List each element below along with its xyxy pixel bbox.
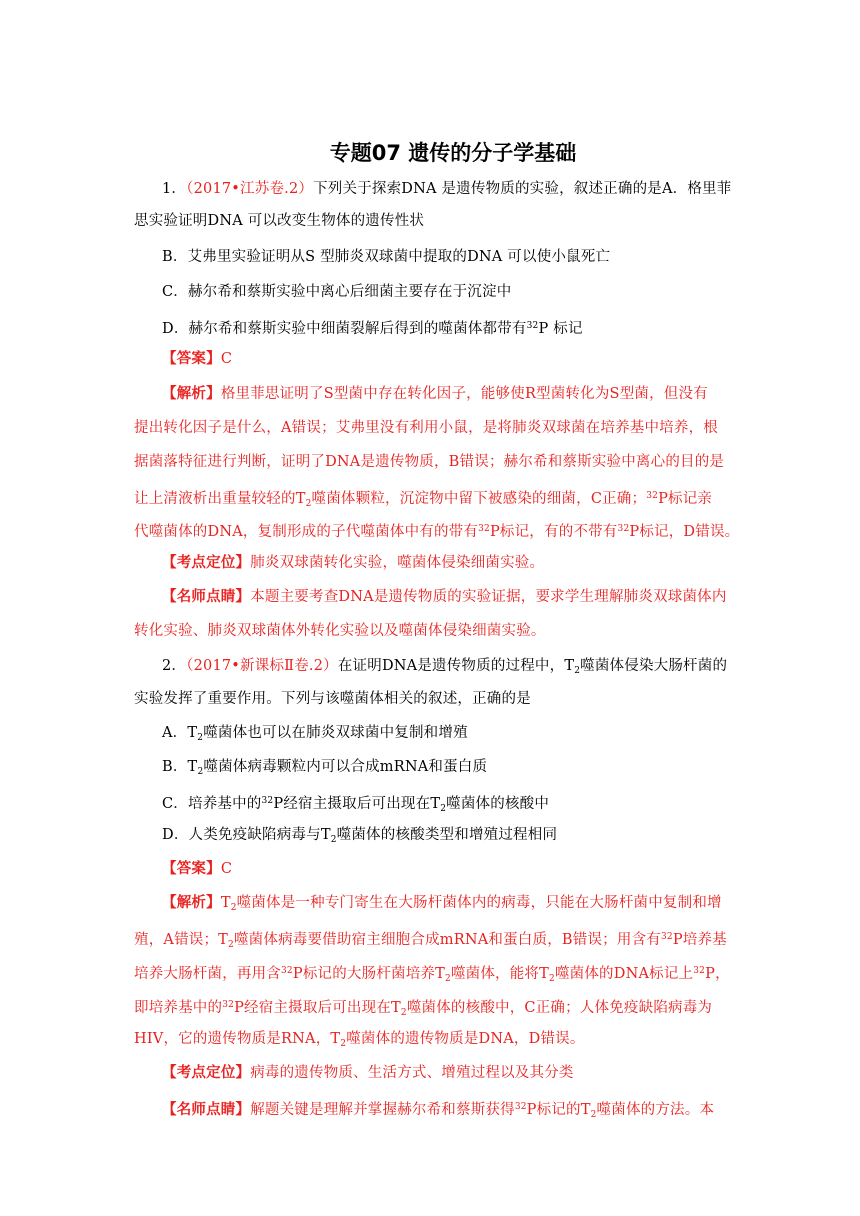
subscript: 2 bbox=[549, 974, 555, 984]
text-run: P标记亲 bbox=[658, 491, 713, 507]
q1-option-d-text-end: P 标记 bbox=[538, 321, 583, 337]
subscript: 2 bbox=[197, 767, 204, 777]
q1-tip-line-1 bbox=[162, 588, 762, 606]
q1-analysis-line-1 bbox=[162, 385, 762, 403]
text-run: 噬菌体的核酸中 bbox=[446, 796, 550, 812]
text-run: 噬菌体病毒颗粒内可以合成mRNA和蛋白质 bbox=[203, 759, 488, 775]
subscript: 2 bbox=[305, 499, 312, 509]
text-run: D．人类免疫缺陷病毒与T bbox=[162, 827, 331, 843]
subscript: 2 bbox=[228, 940, 234, 950]
q1-stem-text: 下列关于探索DNA 是遗传物质的实验，叙述正确的是A．格里菲 bbox=[313, 181, 732, 197]
text-run: A．T bbox=[162, 725, 198, 741]
text-run: 殖，A错误；T bbox=[134, 932, 229, 948]
text-run: 噬菌体也可以在肺炎双球菌中复制和增殖 bbox=[203, 725, 468, 741]
q2-analysis-line-2 bbox=[134, 928, 734, 954]
text-run: 在证明DNA是遗传物质的过程中，T bbox=[337, 658, 575, 674]
superscript: 32 bbox=[617, 524, 630, 534]
text-run: 即培养基中的 bbox=[134, 1000, 223, 1016]
subscript: 2 bbox=[197, 733, 204, 743]
text-run: P培养基 bbox=[672, 932, 727, 948]
q2-option-d bbox=[162, 826, 762, 849]
text-run: C．培养基中的 bbox=[162, 796, 262, 812]
superscript: 32 bbox=[222, 1000, 235, 1010]
superscript: 32 bbox=[281, 966, 293, 976]
text-run: P标记，D错误。 bbox=[629, 524, 740, 540]
q1-option-d-sup: 32 bbox=[526, 321, 539, 331]
text-run: 噬菌体的核酸类型和增殖过程相同 bbox=[336, 827, 558, 843]
q2-analysis-line-4 bbox=[134, 996, 734, 1022]
text-run: P标记的T bbox=[526, 1102, 591, 1118]
subscript: 2 bbox=[574, 666, 581, 676]
q2-analysis-tag: 【解析】 bbox=[162, 894, 221, 911]
subscript: 2 bbox=[440, 804, 447, 814]
text-run: 噬菌体病毒要借助宿主细胞合成mRNA和蛋白质，B错误；用含有 bbox=[233, 932, 661, 948]
text-run: 噬菌体侵染大肠杆菌的 bbox=[580, 658, 728, 674]
q1-key-point-text: 肺炎双球菌转化实验，噬菌体侵染细菌实验。 bbox=[250, 555, 545, 571]
text-run: 噬菌体，能将T bbox=[450, 966, 550, 982]
text-run: 噬菌体是一种专门寄生在大肠杆菌体内的病毒，只能在大肠杆菌中复制和增 bbox=[236, 895, 722, 911]
text-run: B．T bbox=[162, 759, 198, 775]
q2-answer bbox=[162, 860, 762, 878]
q2-stem-line-2: 实验发挥了重要作用。下列与该噬菌体相关的叙述，正确的是 bbox=[134, 691, 531, 707]
q1-analysis-tag: 【解析】 bbox=[162, 385, 221, 402]
q1-stem-line-2: 思实验证明DNA 可以改变生物体的遗传性状 bbox=[134, 213, 425, 229]
q1-option-b: B．艾弗里实验证明从S 型肺炎双球菌中提取的DNA 可以使小鼠死亡 bbox=[162, 249, 611, 265]
q2-option-b bbox=[162, 758, 762, 781]
text-run: 噬菌体颗粒，沉淀物中留下被感染的细菌，C正确； bbox=[311, 491, 647, 507]
q2-source: （2017•新课标Ⅱ卷.2） bbox=[186, 658, 338, 674]
text-run: 噬菌体的遗传物质是DNA，D错误。 bbox=[346, 1031, 585, 1047]
q1-answer bbox=[162, 350, 762, 368]
subscript: 2 bbox=[340, 1039, 347, 1049]
q2-tip-line-1 bbox=[162, 1098, 762, 1124]
text-run: 噬菌体的DNA标记上 bbox=[554, 966, 694, 982]
q2-analysis-line-1 bbox=[162, 894, 762, 917]
q2-option-c bbox=[162, 792, 762, 818]
q1-number: 1． bbox=[162, 181, 187, 197]
q1-answer-value: C bbox=[220, 351, 233, 367]
text-run: P， bbox=[705, 966, 730, 982]
q1-key-point bbox=[162, 554, 762, 572]
q2-stem-line-1 bbox=[162, 657, 762, 680]
text-run: 噬菌体的方法。本 bbox=[596, 1102, 715, 1118]
q1-analysis-line-5 bbox=[134, 520, 740, 541]
q1-option-d bbox=[162, 317, 762, 338]
q2-answer-value: C bbox=[220, 861, 233, 877]
superscript: 32 bbox=[261, 796, 274, 806]
q2-key-point-text: 病毒的遗传物质、生活方式、增殖过程以及其分类 bbox=[250, 1065, 574, 1081]
superscript: 32 bbox=[693, 966, 706, 976]
q2-analysis-line-3 bbox=[134, 962, 734, 988]
q1-source: （2017•江苏卷.2） bbox=[186, 181, 314, 197]
q2-number: 2． bbox=[162, 658, 187, 674]
q2-analysis-line-5 bbox=[134, 1030, 734, 1053]
q1-tip-tag: 【名师点睛】 bbox=[162, 588, 251, 605]
q1-tip-text: 本题主要考查DNA是遗传物质的实验证据，要求学生理解肺炎双球菌体内 bbox=[250, 589, 727, 605]
q2-key-point bbox=[162, 1064, 762, 1082]
text-run: P标记，有的不带有 bbox=[489, 524, 618, 540]
text-run: 噬菌体的核酸中，C正确；人体免疫缺陷病毒为 bbox=[406, 1000, 713, 1016]
q1-key-point-tag: 【考点定位】 bbox=[162, 554, 251, 571]
subscript: 2 bbox=[590, 1110, 597, 1120]
text-run: HIV，它的遗传物质是RNA，T bbox=[134, 1031, 341, 1047]
subscript: 2 bbox=[400, 1008, 407, 1018]
text-run: P经宿主摄取后可出现在T bbox=[273, 796, 441, 812]
subscript: 2 bbox=[230, 903, 237, 913]
q2-tip-tag: 【名师点睛】 bbox=[162, 1101, 251, 1118]
q2-option-a bbox=[162, 724, 762, 747]
q1-analysis-text: 格里菲思证明了S型菌中存在转化因子，能够使R型菌转化为S型菌，但没有 bbox=[220, 386, 708, 402]
text-run: 培养大肠杆菌，再用含 bbox=[134, 966, 281, 982]
q1-option-d-text: D．赫尔希和蔡斯实验中细菌裂解后得到的噬菌体都带有 bbox=[162, 321, 527, 337]
page-title: 专题07 遗传的分子学基础 bbox=[329, 141, 577, 165]
superscript: 32 bbox=[660, 932, 673, 942]
q1-analysis-line-3: 据菌落特征进行判断，证明了DNA是遗传物质，B错误；赫尔希和蔡斯实验中离心的目的是 bbox=[134, 454, 725, 470]
text-run: T bbox=[220, 895, 231, 911]
text-run: 代噬菌体的DNA，复制形成的子代噬菌体中有的带有 bbox=[134, 524, 479, 540]
q1-tip-line-2: 转化实验、肺炎双球菌体外转化实验以及噬菌体侵染细菌实验。 bbox=[134, 623, 546, 639]
subscript: 2 bbox=[330, 835, 337, 845]
q1-option-c: C．赫尔希和蔡斯实验中离心后细菌主要存在于沉淀中 bbox=[162, 284, 512, 300]
text-run: 解题关键是理解并掌握赫尔希和蔡斯获得 bbox=[250, 1102, 515, 1118]
q1-analysis-line-4 bbox=[134, 487, 734, 513]
superscript: 32 bbox=[646, 491, 659, 501]
text-run: 让上清液析出重量较轻的T bbox=[134, 491, 306, 507]
q2-answer-tag: 【答案】 bbox=[162, 860, 221, 877]
text-run: P经宿主摄取后可出现在T bbox=[234, 1000, 401, 1016]
q2-key-point-tag: 【考点定位】 bbox=[162, 1064, 251, 1081]
q1-answer-tag: 【答案】 bbox=[162, 350, 221, 367]
superscript: 32 bbox=[514, 1102, 527, 1112]
q1-stem-line-1 bbox=[162, 180, 762, 198]
superscript: 32 bbox=[478, 524, 490, 534]
text-run: P标记的大肠杆菌培养T bbox=[292, 966, 445, 982]
subscript: 2 bbox=[445, 974, 451, 984]
q1-analysis-line-2: 提出转化因子是什么，A错误；艾弗里没有利用小鼠，是将肺炎双球菌在培养基中培养，根 bbox=[134, 420, 718, 436]
